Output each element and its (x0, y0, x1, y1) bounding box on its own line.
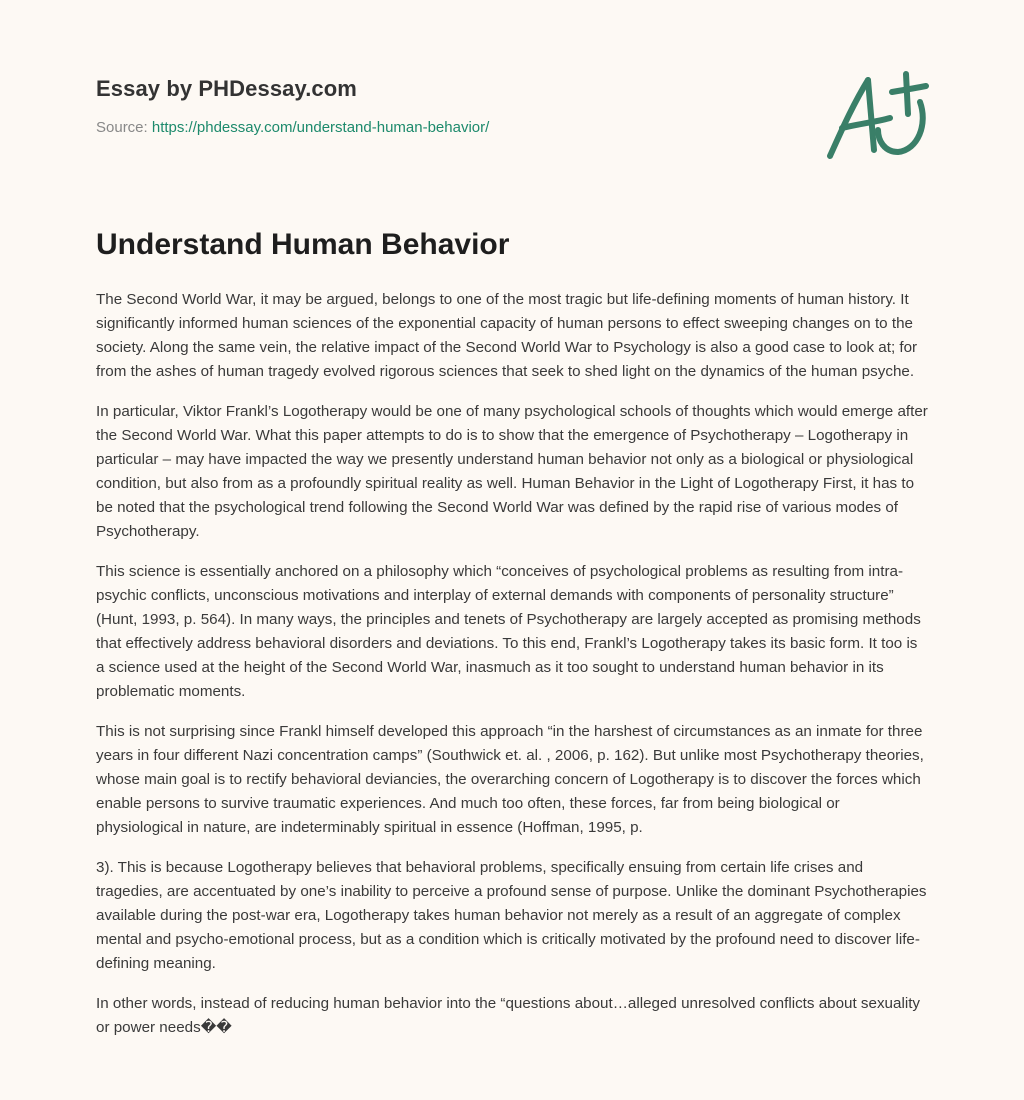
page-header (96, 74, 816, 138)
essay-paragraph: This science is essentially anchored on a philosophy which “conceives of psychological problems as resulting from intra-psychic conflicts, unconscious motivations and interplay of external demands with components of personality structure” (Hunt, 1993, p. 564). In many ways, the principles and tenets of Psychotherapy are largely accepted as promising methods that effectively address behavioral disorders and deviations. To this end, Frankl’s Logotherapy takes its basic form. It too is a science used at the height of the Second World War, inasmuch as it too sought to understand human behavior in its problematic moments. (96, 563, 921, 700)
essay-paragraph: In other words, instead of reducing human behavior into the “questions about…alleged unresolved conflicts about sexuality or power needs�� (96, 995, 921, 1036)
a-plus-grade-icon (818, 64, 930, 168)
essay-paragraph: 3). This is because Logotherapy believes that behavioral problems, specifically ensuing from certain life crises and tragedies, are accentuated by one’s inability to perceive a profound sense of purpose. Unlike the dominant Psychotherapies available during the post-war era, Logotherapy takes human behavior not merely as a result of an aggregate of complex mental and psycho-emotional process, but as a condition which is critically motivated by the profound need to discover life-defining meaning. (96, 859, 927, 972)
essay-title: Understand Human Behavior (96, 228, 510, 261)
essay-article (96, 224, 928, 1056)
source-label: Source: (96, 119, 152, 136)
essay-paragraph: In particular, Viktor Frankl’s Logotherapy would be one of many psychological schools of thoughts which would emerge after the Second World War. What this paper attempts to do is to show that the emergence of Psychotherapy – Logotherapy in particular – may have impacted the way we presently understand human behavior not only as a biological or physiological condition, but also from as a profoundly spiritual reality as well. Human Behavior in the Light of Logotherapy First, it has to be noted that the psychological trend following the Second World War was defined by the rapid rise of various modes of Psychotherapy. (96, 403, 928, 540)
essay-paragraph: The Second World War, it may be argued, belongs to one of the most tragic but life-defining moments of human history. It significantly informed human sciences of the exponential capacity of human persons to effect sweeping changes on to the society. Along the same vein, the relative impact of the Second World War to Psychology is also a good case to look at; for from the ashes of human tragedy evolved rigorous sciences that seek to shed light on the dynamics of the human psyche. (96, 291, 918, 380)
source-line (96, 118, 816, 138)
essay-paragraph: This is not surprising since Frankl himself developed this approach “in the harshest of circumstances as an inmate for three years in four different Nazi concentration camps” (Southwick et. al. , 2006, p. 162). But unlike most Psychotherapy theories, whose main goal is to rectify behavioral deviancies, the overarching concern of Logotherapy is to discover the forces which enable persons to survive traumatic experiences. And much too often, these forces, far from being biological or physiological in nature, are indeterminably spiritual in essence (Hoffman, 1995, p. (96, 723, 924, 836)
site-title: Essay by PHDessay.com (96, 76, 357, 101)
source-link[interactable]: https://phdessay.com/understand-human-behavior/ (151, 119, 490, 136)
